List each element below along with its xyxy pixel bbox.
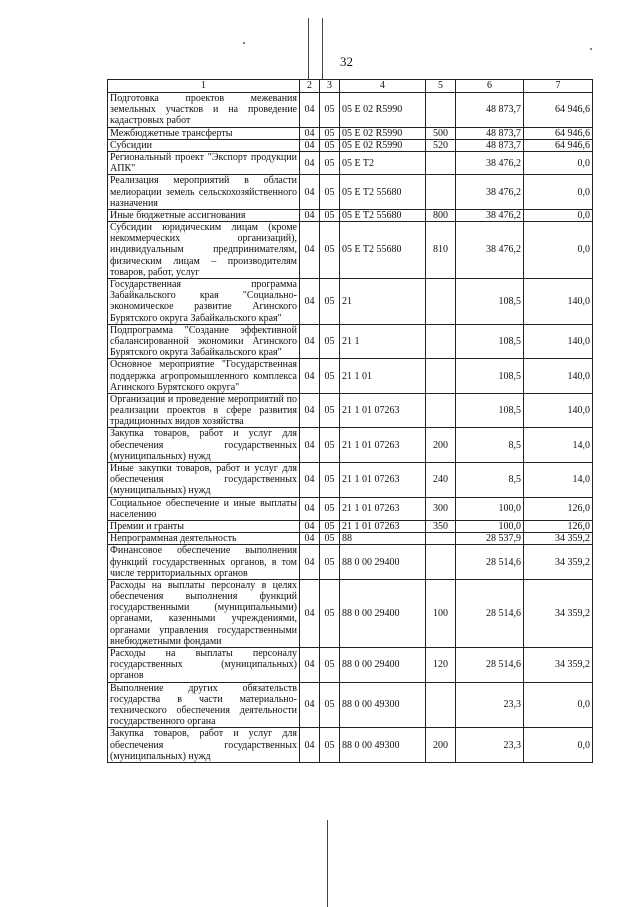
- row-target-article: 05 E T2 55680: [340, 175, 426, 210]
- row-sum-year-2: 0,0: [524, 175, 593, 210]
- row-subsection: 05: [320, 463, 340, 498]
- row-expense-type: 810: [426, 222, 456, 279]
- row-sum-year-2: 0,0: [524, 209, 593, 221]
- row-name: Межбюджетные трансферты: [108, 127, 300, 139]
- table-body: [108, 93, 593, 763]
- row-subsection: 05: [320, 175, 340, 210]
- row-expense-type: [426, 359, 456, 394]
- scan-artifact-dot: [243, 42, 245, 44]
- row-sum-year-2: 126,0: [524, 497, 593, 520]
- row-name: Премии и гранты: [108, 520, 300, 532]
- row-sum-year-1: 23,3: [456, 728, 524, 763]
- row-section: 04: [300, 393, 320, 428]
- table-row: [108, 359, 593, 394]
- table-row: [108, 520, 593, 532]
- row-name: Региональный проект "Экспорт продукции АПК": [108, 151, 300, 174]
- row-subsection: 05: [320, 682, 340, 728]
- table-row: [108, 533, 593, 545]
- row-name: Непрограммная деятельность: [108, 533, 300, 545]
- row-expense-type: 200: [426, 428, 456, 463]
- row-sum-year-1: 8,5: [456, 428, 524, 463]
- row-section: 04: [300, 139, 320, 151]
- row-expense-type: 800: [426, 209, 456, 221]
- row-section: 04: [300, 127, 320, 139]
- row-sum-year-2: 0,0: [524, 682, 593, 728]
- row-sum-year-2: 0,0: [524, 222, 593, 279]
- table-row: [108, 682, 593, 728]
- row-name: Государственная программа Забайкальского края "Социально-экономическое развитие Агинского Бурятского округа Забайкальского края": [108, 279, 300, 325]
- row-subsection: 05: [320, 545, 340, 580]
- row-subsection: 05: [320, 728, 340, 763]
- table-row: [108, 151, 593, 174]
- row-target-article: 05 E T2 55680: [340, 222, 426, 279]
- row-name: Иные бюджетные ассигнования: [108, 209, 300, 221]
- row-section: 04: [300, 728, 320, 763]
- row-subsection: 05: [320, 139, 340, 151]
- row-sum-year-1: 48 873,7: [456, 139, 524, 151]
- row-name: Подготовка проектов межевания земельных участков и на проведение кадастровых работ: [108, 93, 300, 128]
- row-section: 04: [300, 533, 320, 545]
- row-subsection: 05: [320, 648, 340, 683]
- row-sum-year-1: 38 476,2: [456, 175, 524, 210]
- row-target-article: 21 1 01 07263: [340, 428, 426, 463]
- row-expense-type: 100: [426, 579, 456, 647]
- row-target-article: 05 E 02 R5990: [340, 127, 426, 139]
- row-subsection: 05: [320, 497, 340, 520]
- row-target-article: 88 0 00 29400: [340, 545, 426, 580]
- row-subsection: 05: [320, 209, 340, 221]
- row-subsection: 05: [320, 579, 340, 647]
- row-name: Субсидии: [108, 139, 300, 151]
- row-name: Выполнение других обязательств государства в части материально-технического обеспечения деятельности государственного органа: [108, 682, 300, 728]
- row-expense-type: 500: [426, 127, 456, 139]
- row-expense-type: [426, 175, 456, 210]
- row-name: Основное мероприятие "Государственная поддержка агропромышленного комплекса Агинского Бурятского округа": [108, 359, 300, 394]
- row-sum-year-2: 34 359,2: [524, 533, 593, 545]
- header-cell-pr: 3: [320, 80, 340, 93]
- table-row: [108, 463, 593, 498]
- row-sum-year-2: 64 946,6: [524, 127, 593, 139]
- row-sum-year-1: 108,5: [456, 324, 524, 359]
- table-row: [108, 393, 593, 428]
- row-subsection: 05: [320, 533, 340, 545]
- row-sum-year-2: 140,0: [524, 324, 593, 359]
- row-target-article: 21 1: [340, 324, 426, 359]
- row-expense-type: [426, 279, 456, 325]
- row-expense-type: 200: [426, 728, 456, 763]
- row-target-article: 88 0 00 29400: [340, 648, 426, 683]
- table-row: [108, 209, 593, 221]
- row-expense-type: [426, 151, 456, 174]
- row-name: Закупка товаров, работ и услуг для обеспечения государственных (муниципальных) нужд: [108, 728, 300, 763]
- header-cell-rz: 2: [300, 80, 320, 93]
- row-expense-type: [426, 93, 456, 128]
- row-sum-year-1: 100,0: [456, 520, 524, 532]
- table-row: [108, 648, 593, 683]
- row-sum-year-1: 28 514,6: [456, 545, 524, 580]
- table-row: [108, 175, 593, 210]
- row-section: 04: [300, 682, 320, 728]
- header-row: [108, 80, 593, 93]
- table-row: [108, 222, 593, 279]
- row-sum-year-1: 28 514,6: [456, 579, 524, 647]
- table-row: [108, 428, 593, 463]
- row-section: 04: [300, 648, 320, 683]
- row-name: Организация и проведение мероприятий по реализации проектов в сфере развития традиционных видов хозяйства: [108, 393, 300, 428]
- row-sum-year-2: 34 359,2: [524, 545, 593, 580]
- row-expense-type: [426, 533, 456, 545]
- row-subsection: 05: [320, 151, 340, 174]
- row-name: Финансовое обеспечение выполнения функций государственных органов, в том числе территориальных органов: [108, 545, 300, 580]
- row-sum-year-2: 140,0: [524, 279, 593, 325]
- row-sum-year-1: 28 514,6: [456, 648, 524, 683]
- row-section: 04: [300, 545, 320, 580]
- row-name: Социальное обеспечение и иные выплаты населению: [108, 497, 300, 520]
- page-number: 32: [340, 54, 353, 69]
- row-expense-type: 120: [426, 648, 456, 683]
- row-target-article: 05 E 02 R5990: [340, 93, 426, 128]
- row-section: 04: [300, 222, 320, 279]
- row-target-article: 21 1 01 07263: [340, 497, 426, 520]
- row-sum-year-2: 126,0: [524, 520, 593, 532]
- row-sum-year-1: 38 476,2: [456, 209, 524, 221]
- row-sum-year-1: 28 537,9: [456, 533, 524, 545]
- header-cell-sum1: 6: [456, 80, 524, 93]
- table-row: [108, 279, 593, 325]
- row-name: Субсидии юридическим лицам (кроме некоммерческих организаций), индивидуальным предпринимателям, физическим лицам – производителям товаров, работ, услуг: [108, 222, 300, 279]
- row-expense-type: [426, 545, 456, 580]
- row-expense-type: [426, 324, 456, 359]
- row-section: 04: [300, 151, 320, 174]
- row-subsection: 05: [320, 279, 340, 325]
- table-row: [108, 127, 593, 139]
- table-row: [108, 139, 593, 151]
- table-row: [108, 93, 593, 128]
- row-sum-year-2: 14,0: [524, 428, 593, 463]
- budget-table: [107, 79, 593, 763]
- row-subsection: 05: [320, 324, 340, 359]
- row-expense-type: 520: [426, 139, 456, 151]
- row-name: Реализация мероприятий в области мелиорации земель сельскохозяйственного назначения: [108, 175, 300, 210]
- row-section: 04: [300, 497, 320, 520]
- row-section: 04: [300, 209, 320, 221]
- row-section: 04: [300, 175, 320, 210]
- row-sum-year-1: 38 476,2: [456, 222, 524, 279]
- row-target-article: 21 1 01 07263: [340, 520, 426, 532]
- row-name: Расходы на выплаты персоналу в целях обеспечения выполнения функций государственными (муниципальными) органами, казенными учреждениями, органами управления государственными внебюджетными фондами: [108, 579, 300, 647]
- row-expense-type: 240: [426, 463, 456, 498]
- row-section: 04: [300, 520, 320, 532]
- row-target-article: 88: [340, 533, 426, 545]
- row-target-article: 88 0 00 49300: [340, 682, 426, 728]
- table-row: [108, 728, 593, 763]
- table-row: [108, 579, 593, 647]
- table-row: [108, 324, 593, 359]
- header-cell-csr: 4: [340, 80, 426, 93]
- row-subsection: 05: [320, 393, 340, 428]
- row-sum-year-2: 64 946,6: [524, 93, 593, 128]
- row-target-article: 21 1 01 07263: [340, 393, 426, 428]
- row-sum-year-2: 0,0: [524, 728, 593, 763]
- table-row: [108, 545, 593, 580]
- row-subsection: 05: [320, 127, 340, 139]
- row-section: 04: [300, 279, 320, 325]
- row-target-article: 05 E T2: [340, 151, 426, 174]
- row-sum-year-2: 34 359,2: [524, 648, 593, 683]
- row-target-article: 88 0 00 29400: [340, 579, 426, 647]
- row-target-article: 21 1 01: [340, 359, 426, 394]
- header-cell-vr: 5: [426, 80, 456, 93]
- row-sum-year-2: 0,0: [524, 151, 593, 174]
- row-subsection: 05: [320, 428, 340, 463]
- row-subsection: 05: [320, 93, 340, 128]
- scan-artifact-line: [327, 820, 328, 907]
- row-sum-year-2: 140,0: [524, 359, 593, 394]
- row-expense-type: 300: [426, 497, 456, 520]
- row-section: 04: [300, 463, 320, 498]
- row-subsection: 05: [320, 222, 340, 279]
- table-row: [108, 497, 593, 520]
- row-sum-year-2: 64 946,6: [524, 139, 593, 151]
- scan-artifact-line: [322, 18, 323, 80]
- scan-artifact-line: [308, 18, 309, 80]
- row-section: 04: [300, 359, 320, 394]
- row-name: Иные закупки товаров, работ и услуг для обеспечения государственных (муниципальных) нужд: [108, 463, 300, 498]
- row-sum-year-1: 108,5: [456, 359, 524, 394]
- row-subsection: 05: [320, 520, 340, 532]
- row-sum-year-1: 8,5: [456, 463, 524, 498]
- row-section: 04: [300, 579, 320, 647]
- row-section: 04: [300, 428, 320, 463]
- row-section: 04: [300, 324, 320, 359]
- row-target-article: 21: [340, 279, 426, 325]
- row-target-article: 05 E 02 R5990: [340, 139, 426, 151]
- row-sum-year-1: 48 873,7: [456, 93, 524, 128]
- header-cell-sum2: 7: [524, 80, 593, 93]
- row-sum-year-1: 100,0: [456, 497, 524, 520]
- row-sum-year-2: 140,0: [524, 393, 593, 428]
- row-name: Закупка товаров, работ и услуг для обеспечения государственных (муниципальных) нужд: [108, 428, 300, 463]
- row-sum-year-1: 48 873,7: [456, 127, 524, 139]
- row-name: Расходы на выплаты персоналу государственных (муниципальных) органов: [108, 648, 300, 683]
- row-sum-year-1: 23,3: [456, 682, 524, 728]
- row-target-article: 21 1 01 07263: [340, 463, 426, 498]
- scan-artifact-dot: [590, 48, 592, 50]
- row-target-article: 05 E T2 55680: [340, 209, 426, 221]
- row-name: Подпрограмма "Создание эффективной сбалансированной экономики Агинского Бурятского округа Забайкальского края": [108, 324, 300, 359]
- row-expense-type: [426, 393, 456, 428]
- row-sum-year-1: 108,5: [456, 279, 524, 325]
- row-expense-type: [426, 682, 456, 728]
- row-section: 04: [300, 93, 320, 128]
- row-sum-year-2: 34 359,2: [524, 579, 593, 647]
- row-subsection: 05: [320, 359, 340, 394]
- header-cell-name: 1: [108, 80, 300, 93]
- row-sum-year-2: 14,0: [524, 463, 593, 498]
- row-sum-year-1: 108,5: [456, 393, 524, 428]
- row-expense-type: 350: [426, 520, 456, 532]
- row-target-article: 88 0 00 49300: [340, 728, 426, 763]
- row-sum-year-1: 38 476,2: [456, 151, 524, 174]
